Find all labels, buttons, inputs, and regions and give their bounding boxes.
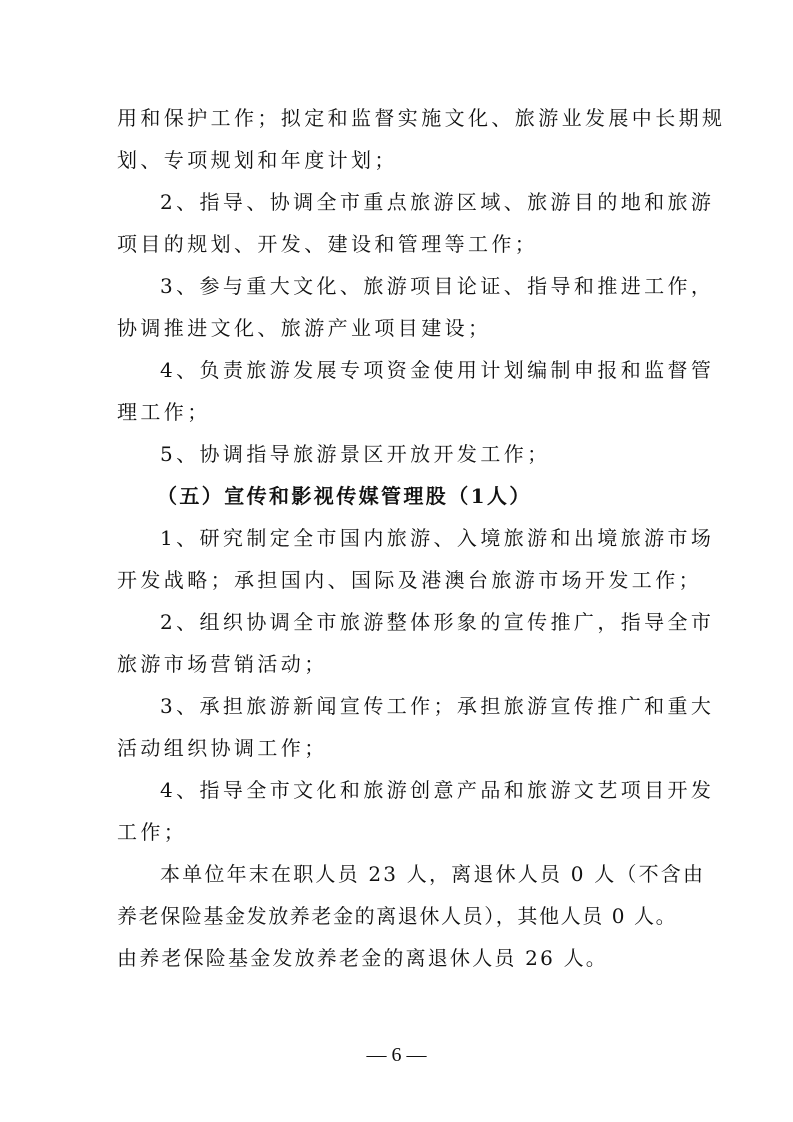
text-line: 1、研究制定全市国内旅游、入境旅游和出境旅游市场: [160, 526, 715, 550]
text-line: 项目的规划、开发、建设和管理等工作；: [117, 232, 539, 256]
text-line: 2、指导、协调全市重点旅游区域、旅游目的地和旅游: [160, 190, 715, 214]
page-number: — 6 —: [366, 1044, 427, 1066]
text-line: 3、参与重大文化、旅游项目论证、指导和推进工作，: [160, 274, 715, 298]
text-line: 养老保险基金发放养老金的离退休人员），其他人员 0 人。: [117, 904, 678, 928]
text-line: 3、承担旅游新闻宣传工作；承担旅游宣传推广和重大: [160, 694, 715, 718]
text-line: 由养老保险基金发放养老金的离退休人员 26 人。: [117, 946, 608, 970]
text-line: 开发战略；承担国内、国际及港澳台旅游市场开发工作；: [117, 568, 702, 592]
text-line: 本单位年末在职人员 23 人，离退休人员 0 人（不含由: [160, 862, 706, 886]
text-line: 用和保护工作；拟定和监督实施文化、旅游业发展中长期规: [117, 106, 726, 130]
text-line: 协调推进文化、旅游产业项目建设；: [117, 316, 492, 340]
text-line: 旅游市场营销活动；: [117, 652, 328, 676]
section-heading: （五）宣传和影视传媒管理股（1人）: [157, 484, 532, 508]
text-line: 4、指导全市文化和旅游创意产品和旅游文艺项目开发: [160, 778, 715, 802]
text-line: 理工作；: [117, 400, 211, 424]
text-line: 划、专项规划和年度计划；: [117, 148, 398, 172]
text-line: 工作；: [117, 820, 188, 844]
text-line: 5、协调指导旅游景区开放开发工作；: [160, 442, 551, 466]
text-line: 2、组织协调全市旅游整体形象的宣传推广，指导全市: [160, 610, 715, 634]
text-line: 活动组织协调工作；: [117, 736, 328, 760]
text-line: 4、负责旅游发展专项资金使用计划编制申报和监督管: [160, 358, 715, 382]
